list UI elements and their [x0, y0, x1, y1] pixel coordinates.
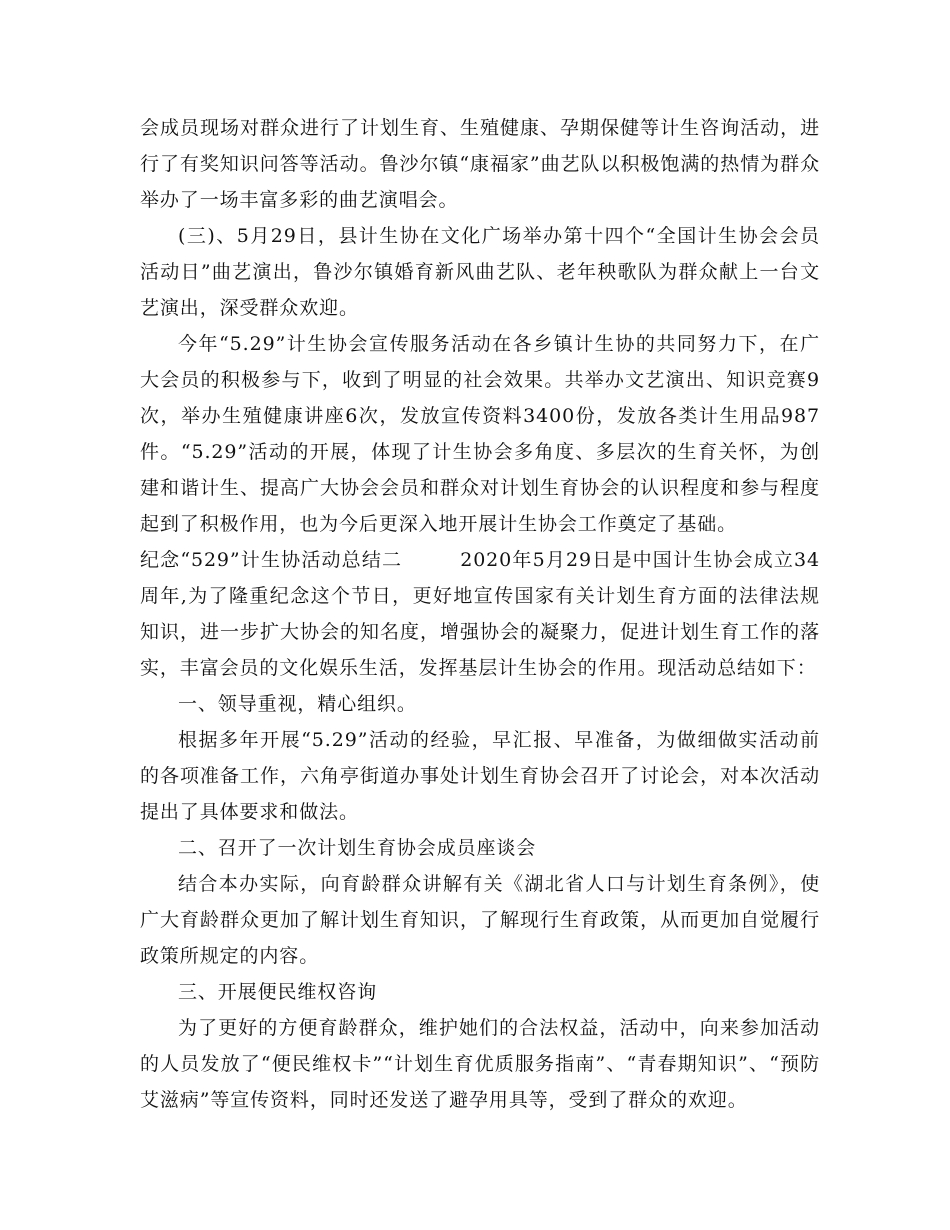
- section-two-intro: [140, 542, 820, 686]
- paragraph-summary: 今年“5.29”计生协会宣传服务活动在各乡镇计生协的共同努力下，在广大会员的积极参与下，收到了明显的社会效果。共举办文艺演出、知识竞赛9次，举办生殖健康讲座6次，发放宣传资料3400份，发放各类计生用品987件。“5.29”活动的开展，体现了计生协会多角度、多层次的生育关怀，为创建和谐计生、提高广大协会会员和群众对计划生育协会的认识程度和参与程度起到了积极作用，也为今后更深入地开展计生协会工作奠定了基础。: [140, 333, 820, 535]
- paragraph-event-three: (三)、5月29日，县计生协在文化广场举办第十四个“全国计生协会会员活动日”曲艺演出，鲁沙尔镇婚育新风曲艺队、老年秧歌队为群众献上一台文艺演出，深受群众欢迎。: [140, 225, 820, 319]
- section-two-heading: 纪念“529”计生协活动总结二: [140, 549, 403, 571]
- document-body: [140, 110, 820, 1118]
- heading-consultation: 三、开展便民维权咨询: [178, 981, 378, 1003]
- heading-symposium: 二、召开了一次计划生育协会成员座谈会: [178, 837, 537, 859]
- paragraph-consultation: 为了更好的方便育龄群众，维护她们的合法权益，活动中，向来参加活动的人员发放了“便民维权卡”“计划生育优质服务指南”、“青春期知识”、“预防艾滋病”等宣传资料，同时还发送了避孕用具等，受到了群众的欢迎。: [140, 1017, 820, 1111]
- paragraph-leadership: 根据多年开展“5.29”活动的经验，早汇报、早准备，为做细做实活动前的各项准备工作，六角亭街道办事处计划生育协会召开了讨论会，对本次活动提出了具体要求和做法。: [140, 729, 820, 823]
- paragraph-continued: 会成员现场对群众进行了计划生育、生殖健康、孕期保健等计生咨询活动，进行了有奖知识问答等活动。鲁沙尔镇“康福家”曲艺队以积极饱满的热情为群众举办了一场丰富多彩的曲艺演唱会。: [140, 117, 820, 211]
- section-two-body: 2020年5月29日是中国计生协会成立34周年,为了隆重纪念这个节日，更好地宣传国家有关计划生育方面的法律法规知识，进一步扩大协会的知名度，增强协会的凝聚力，促进计划生育工作的落实，丰富会员的文化娱乐生活，发挥基层计生协会的作用。现活动总结如下：: [140, 549, 820, 679]
- paragraph-symposium: 结合本办实际，向育龄群众讲解有关《湖北省人口与计划生育条例》，使广大育龄群众更加了解计划生育知识，了解现行生育政策，从而更加自觉履行政策所规定的内容。: [140, 873, 820, 967]
- heading-leadership: 一、领导重视，精心组织。: [178, 693, 417, 715]
